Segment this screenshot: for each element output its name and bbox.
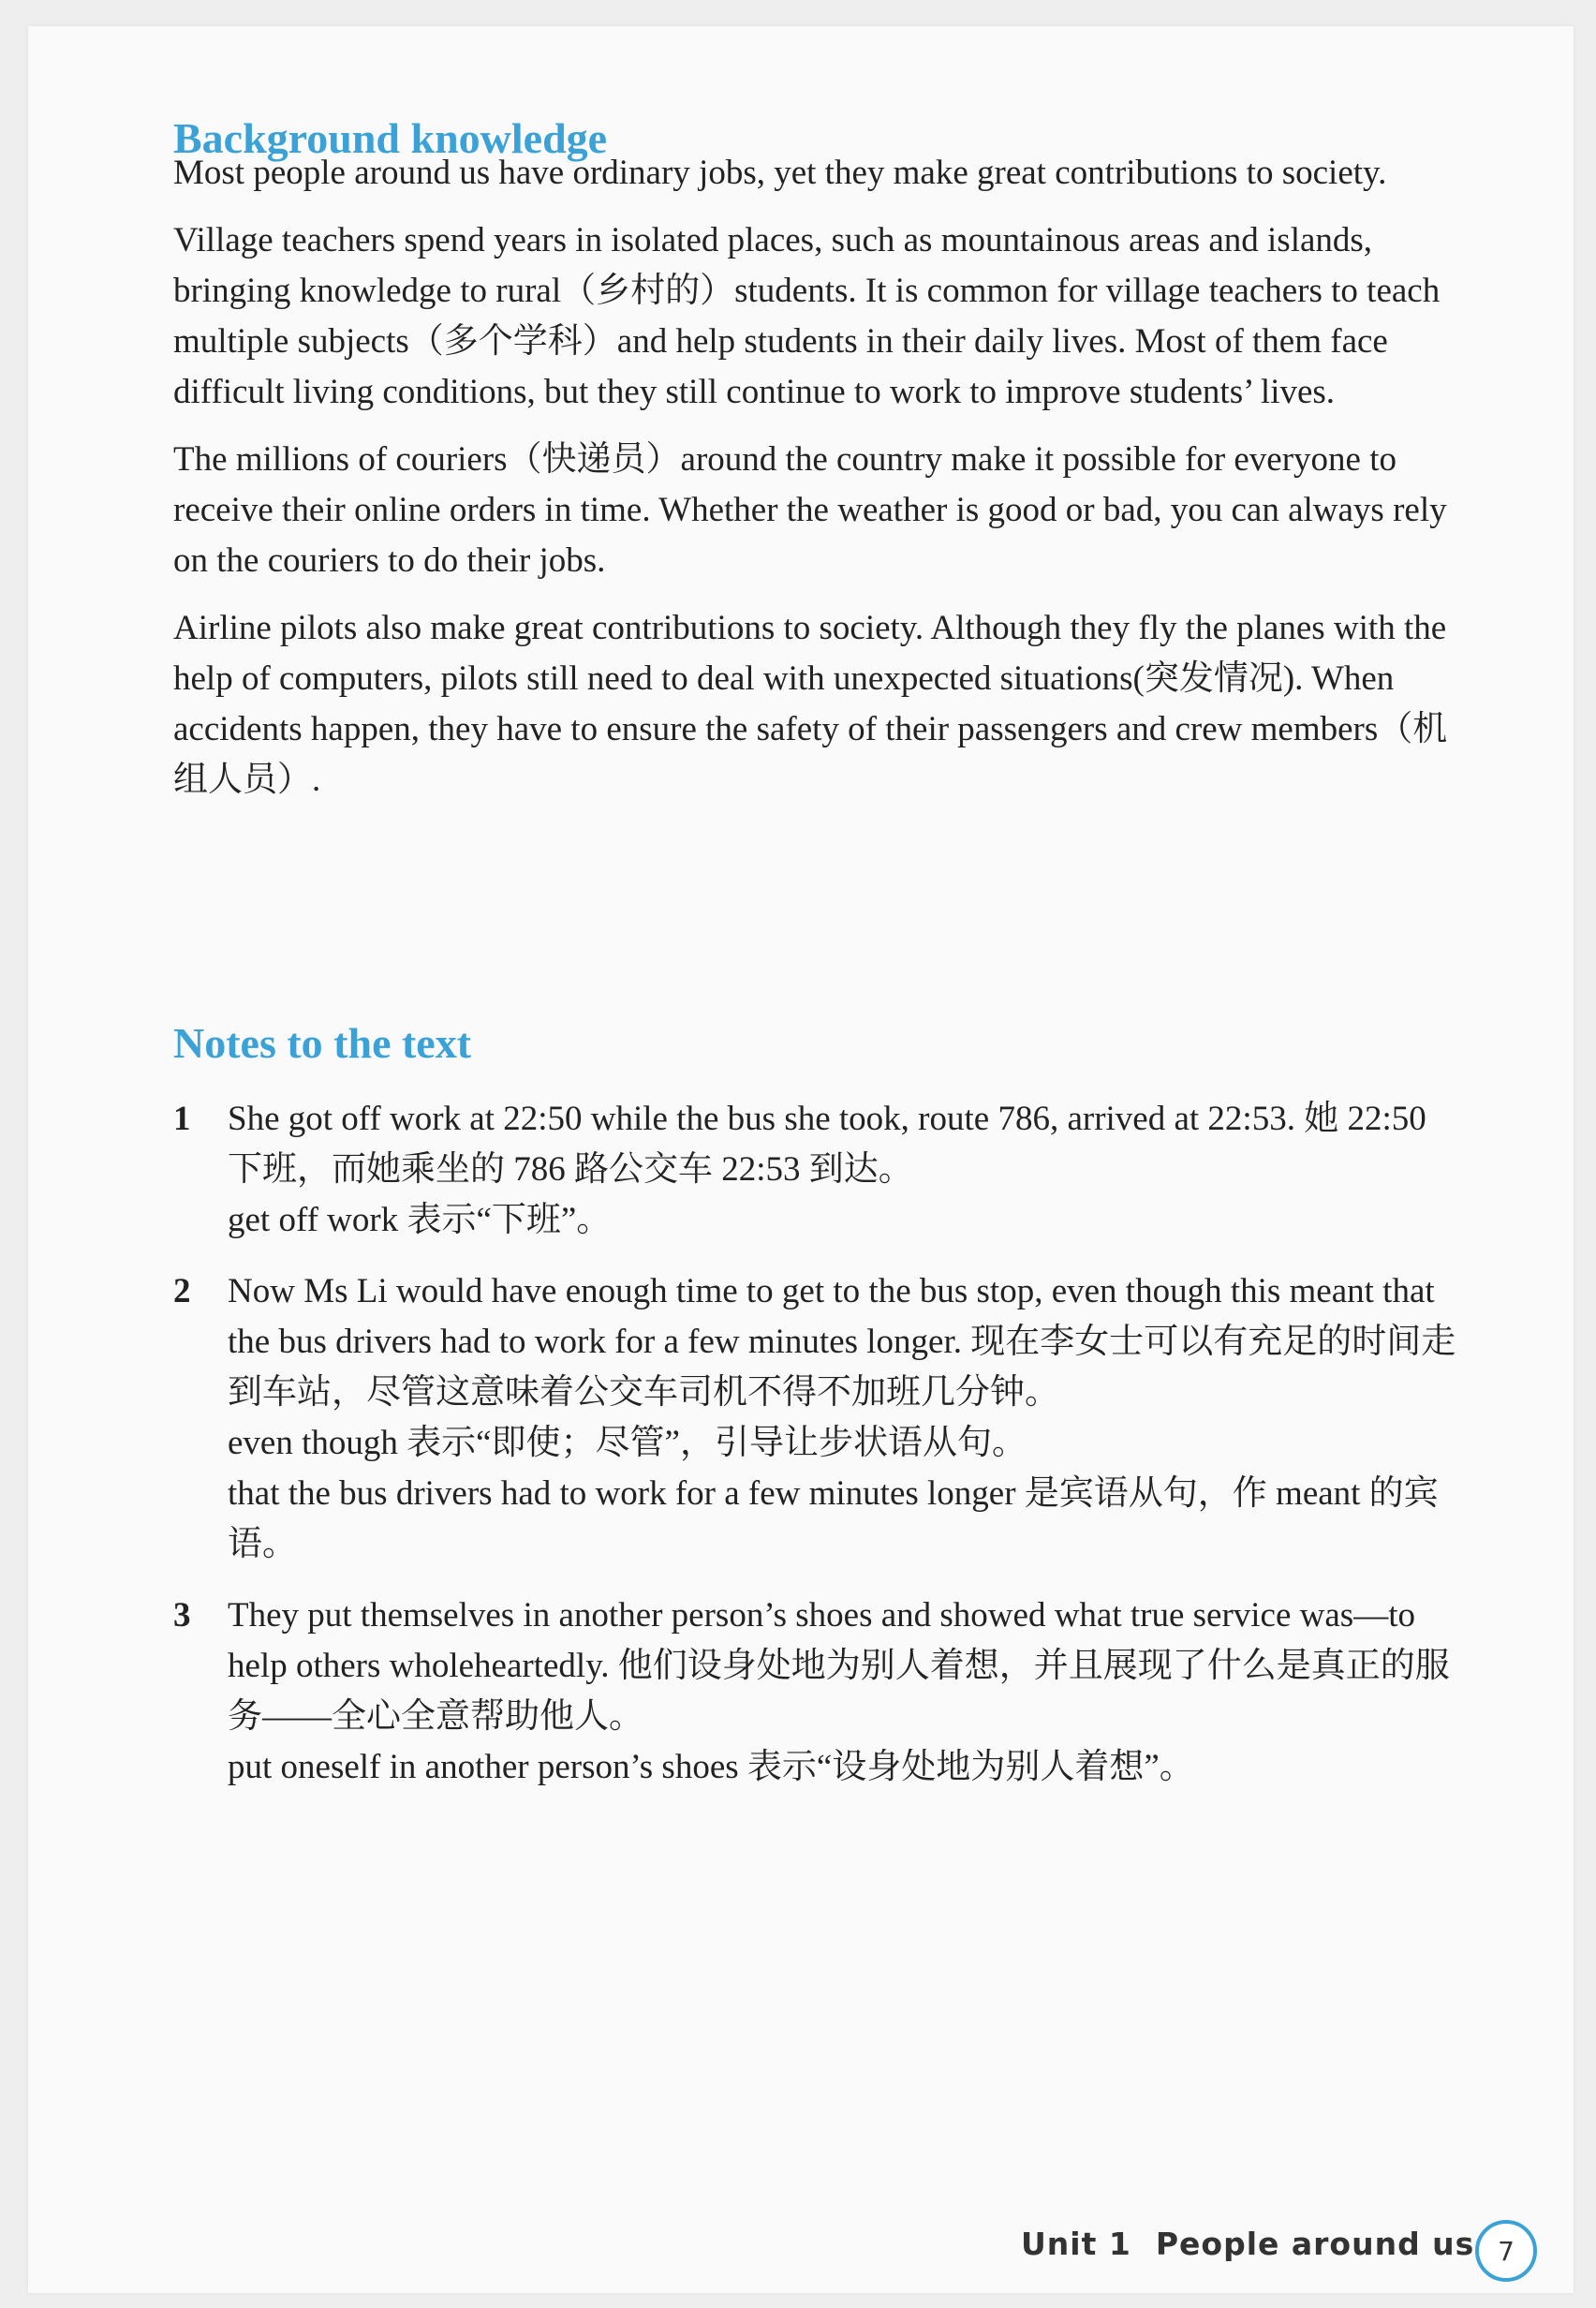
background-paragraph: Village teachers spend years in isolated places, such as mountainous areas and islands, bringing knowledge to rural（乡村的）students. It is common for village teachers to teach multiple subjects（多个学科）and help students in their daily lives. Most of them face difficult living conditions, but they still continue to work to improve students’ lives.	[173, 221, 1441, 411]
note-number: 1	[173, 1100, 191, 1138]
notes-list	[173, 1094, 1466, 1813]
note-item	[173, 1094, 1466, 1246]
note-explanation: get off work 表示“下班”。	[228, 1201, 612, 1239]
page-footer	[1021, 2226, 1474, 2262]
background-text	[173, 148, 1466, 822]
note-sentence: Now Ms Li would have enough time to get to the bus stop, even though this meant that the bus drivers had to work for a few minutes longer. 现在李女士可以有充足的时间走到车站，尽管这意味着公交车司机不得不加班几分钟。	[228, 1272, 1456, 1412]
note-explanation: that the bus drivers had to work for a few minutes longer 是宾语从句，作 meant 的宾语。	[228, 1474, 1439, 1563]
background-paragraph: Most people around us have ordinary jobs, yet they make great contributions to society.	[173, 154, 1387, 192]
unit-title: People around us	[1155, 2226, 1475, 2262]
note-item	[173, 1266, 1466, 1570]
page-number-badge	[1475, 2220, 1537, 2282]
note-item	[173, 1590, 1466, 1793]
notes-heading: Notes to the text	[173, 1019, 472, 1067]
background-knowledge-heading: Background knowledge	[173, 114, 608, 162]
note-sentence: She got off work at 22:50 while the bus she took, route 786, arrived at 22:53. 她 22:50 下班，而她乘坐的 786 路公交车 22:53 到达。	[228, 1100, 1426, 1189]
note-number: 2	[173, 1272, 191, 1310]
unit-label: Unit 1	[1021, 2226, 1131, 2262]
page-number: 7	[1498, 2235, 1515, 2267]
textbook-page	[28, 26, 1574, 2293]
note-number: 3	[173, 1596, 191, 1635]
note-explanation: put oneself in another person’s shoes 表示“设身处地为别人着想”。	[228, 1748, 1194, 1786]
background-paragraph: Airline pilots also make great contributions to society. Although they fly the planes with the help of computers, pilots still need to deal with unexpected situations(突发情况). When accidents happen, they have to ensure the safety of their passengers and crew members（机组人员）.	[173, 609, 1448, 799]
note-explanation: even though 表示“即使；尽管”，引导让步状语从句。	[228, 1424, 1027, 1462]
background-paragraph: The millions of couriers（快递员）around the country make it possible for everyone to receive their online orders in time. Whether the weather is good or bad, you can always rely on the couriers to do their jobs.	[173, 440, 1447, 580]
note-sentence: They put themselves in another person’s shoes and showed what true service was—to help others wholeheartedly. 他们设身处地为别人着想，并且展现了什么是真正的服务——全心全意帮助他人。	[228, 1596, 1450, 1736]
